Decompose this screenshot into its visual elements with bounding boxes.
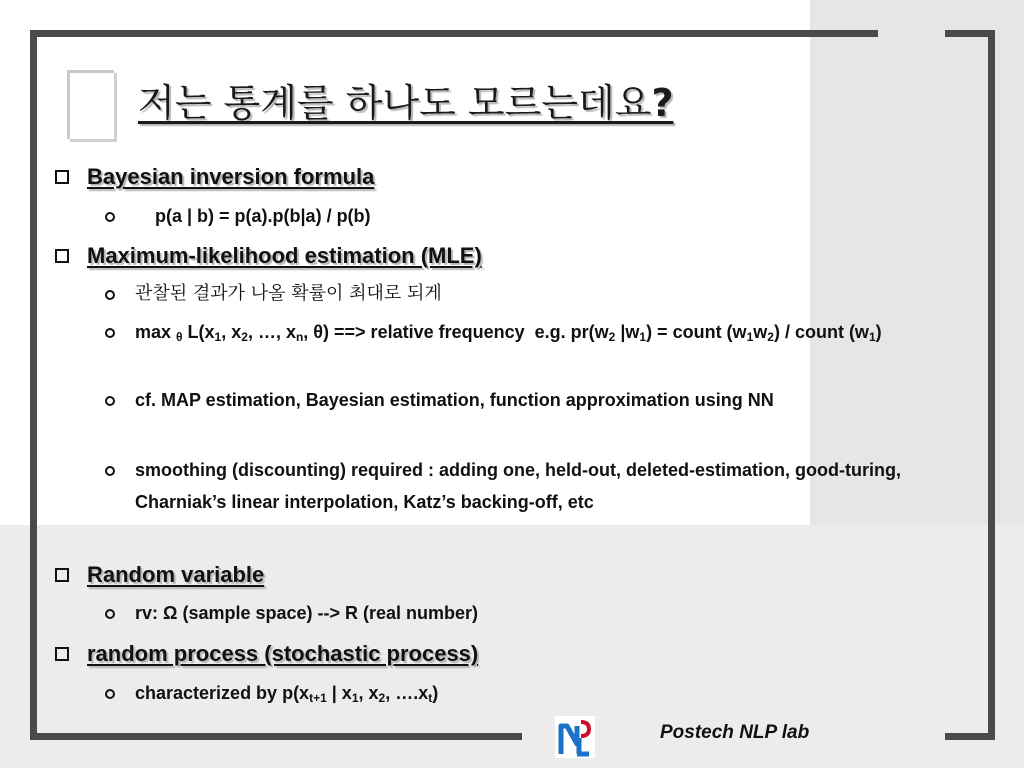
- sub-bullet: [105, 316, 935, 348]
- sub-bullet-text: characterized by $p(x_{t+1}$ | $x_1$, $x_2$, $\dots.x_t$): [135, 683, 439, 705]
- sub-bullet-text: p(a | b) = p(a).p(b|a) / p(b): [155, 206, 371, 226]
- bullet-mle: [55, 243, 482, 269]
- title-decoration-box: [67, 70, 114, 139]
- circle-bullet-icon: [105, 212, 115, 222]
- postech-nlp-logo-icon: [555, 716, 595, 758]
- sub-bullet-text: cf. MAP estimation, Bayesian estimation, function approximation using NN: [135, 390, 774, 410]
- sub-bullet: [105, 200, 371, 232]
- sub-bullet: [105, 597, 478, 629]
- sub-bullet-text: 관찰된 결과가 나올 확률이 최대로 되게: [135, 283, 442, 304]
- slide-title: 저는 통계를 하나도 모르는데요?: [138, 81, 674, 125]
- square-bullet-icon: [55, 647, 69, 661]
- circle-bullet-icon: [105, 396, 115, 406]
- section-heading: Maximum-likelihood estimation (MLE): [87, 243, 482, 268]
- sub-bullet: [105, 384, 895, 416]
- frame-right: [988, 30, 995, 740]
- frame-bottom-left: [30, 733, 522, 740]
- bullet-bayesian-inversion: [55, 164, 374, 190]
- sub-bullet: [105, 454, 905, 518]
- circle-bullet-icon: [105, 466, 115, 476]
- sub-bullet: [105, 278, 442, 310]
- sub-bullet: [105, 677, 438, 709]
- sub-bullet-text: smoothing (discounting) required : adding one, held-out, deleted-estimation, good-turing, Charniak’s linear interpolation, Katz’s backing-off, etc: [135, 460, 901, 512]
- frame-left: [30, 30, 37, 740]
- circle-bullet-icon: [105, 328, 115, 338]
- square-bullet-icon: [55, 249, 69, 263]
- bullet-random-process: [55, 641, 478, 667]
- footer-lab-name: Postech NLP lab: [660, 722, 810, 743]
- sub-bullet-text: max $_\theta$ $L(x_1$, $x_2$, …, $x_n$, θ) ==> relative frequency e.g. $pr(w_2$ $|w_1$) = count $(w_1w_2)$ / count $(w_1)$: [135, 322, 882, 344]
- frame-bottom-right: [945, 733, 995, 740]
- circle-bullet-icon: [105, 609, 115, 619]
- circle-bullet-icon: [105, 290, 115, 300]
- section-heading: Random variable: [87, 562, 265, 587]
- square-bullet-icon: [55, 568, 69, 582]
- circle-bullet-icon: [105, 689, 115, 699]
- sub-bullet-text: rv: Ω (sample space) --> R (real number): [135, 603, 479, 623]
- square-bullet-icon: [55, 170, 69, 184]
- section-heading: random process (stochastic process): [87, 641, 479, 666]
- frame-top-left: [30, 30, 878, 37]
- section-heading: Bayesian inversion formula: [87, 164, 375, 189]
- bullet-random-variable: [55, 562, 264, 588]
